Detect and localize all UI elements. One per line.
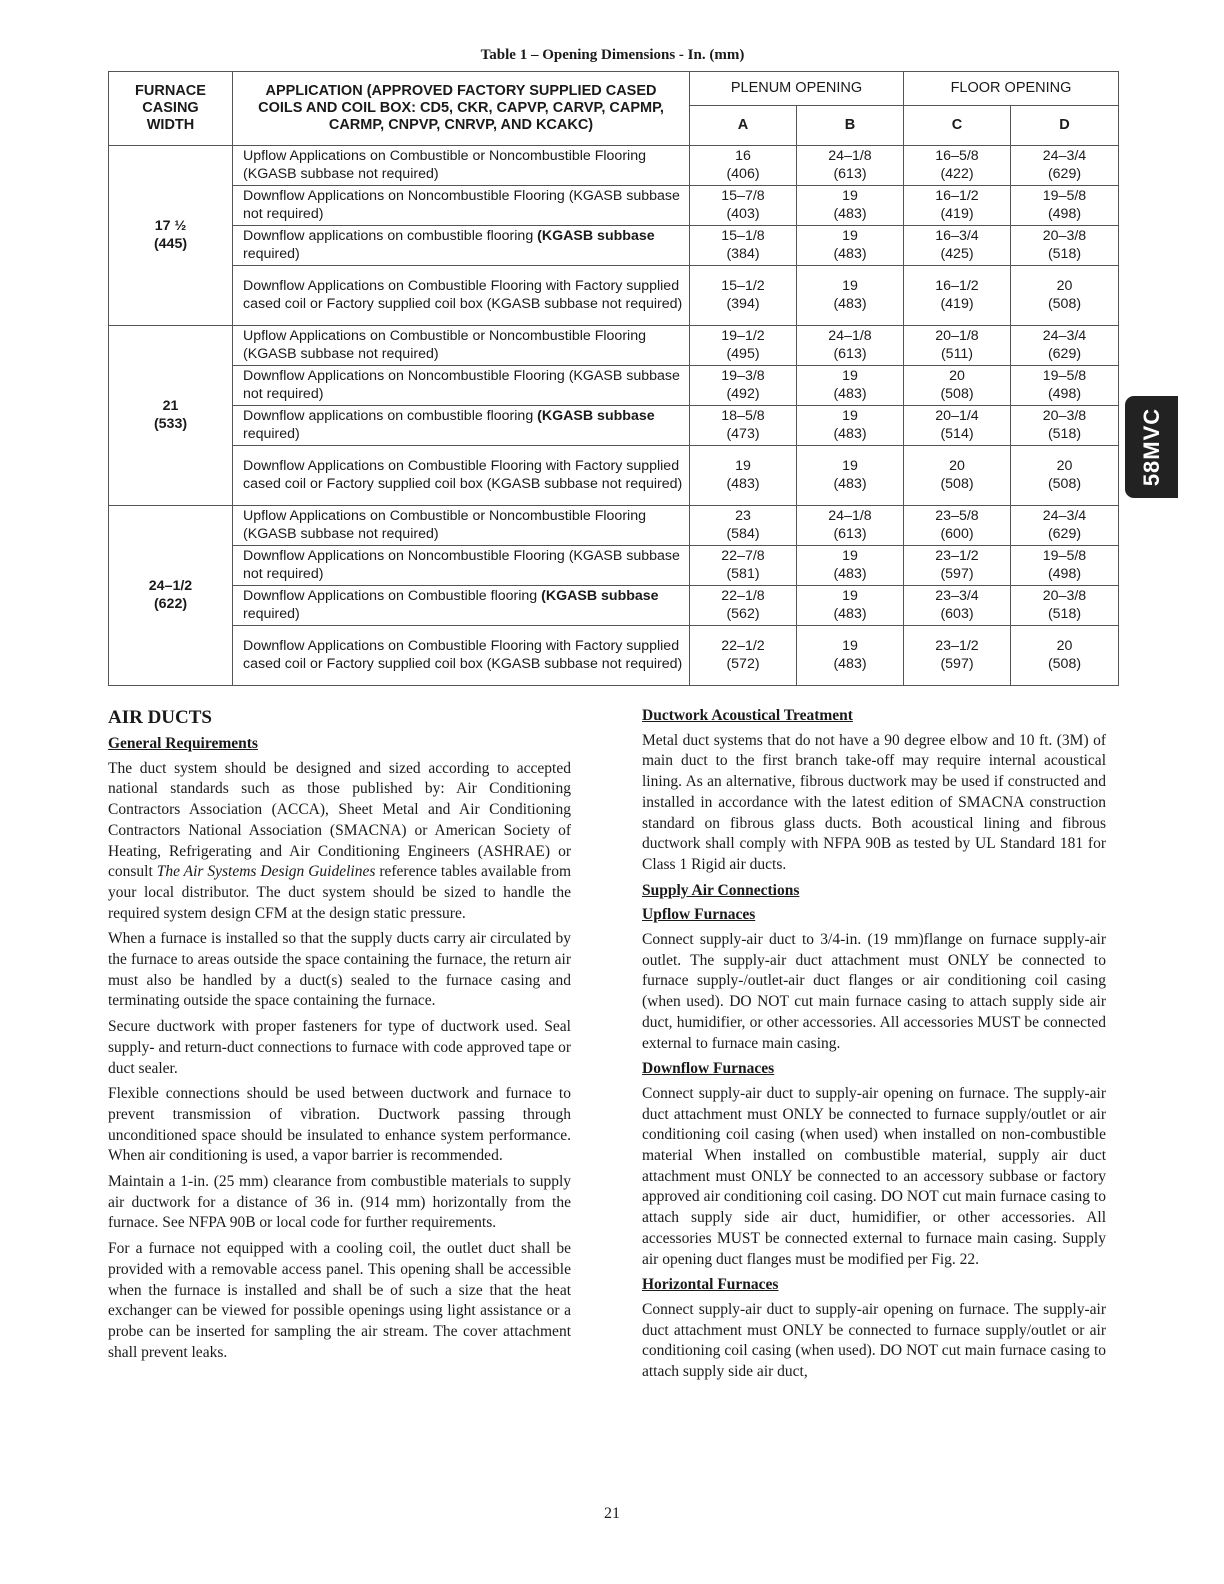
header-a: A [690,106,797,146]
subheading-general-requirements: General Requirements [108,735,258,752]
application-cell: Downflow applications on combustible flooring (KGASB subbase required) [233,406,690,446]
dimension-a-cell: 18–5/8 (473) [690,406,797,446]
dimension-a-cell: 15–1/2 (394) [690,266,797,326]
subheading-downflow-furnaces: Downflow Furnaces [642,1060,775,1078]
dimension-a-cell: 19–3/8 (492) [690,366,797,406]
header-b: B [797,106,904,146]
paragraph: The duct system should be designed and sized according to accepted national standards such as those published by: Air Conditioning Contractors Association (ACCA), Sheet Metal and Air Conditioning Contractors National Association (SMACNA) or American Society of Heating, Refrigerating and Air Conditioning Engineers (ASHRAE) or consult The Air Systems Design Guidelines reference tables available from your local distributor. The duct system should be sized to handle the required system design CFM at the design static pressure. [108,759,571,922]
application-cell: Downflow Applications on Noncombustible Flooring (KGASB subbase not required) [233,186,690,226]
application-cell: Upflow Applications on Combustible or Noncombustible Flooring (KGASB subbase not required) [233,146,690,186]
right-column [642,706,1106,1388]
left-column [108,706,571,1368]
table-row [109,546,1119,586]
table-row [109,326,1119,366]
dimension-b-cell: 19 (483) [797,266,904,326]
header-floor-opening: FLOOR OPENING [904,72,1119,106]
dimension-a-cell: 22–7/8 (581) [690,546,797,586]
header-application: APPLICATION (APPROVED FACTORY SUPPLIED CASED COILS AND COIL BOX: CD5, CKR, CAPVP, CARVP, CAPMP, CARMP, CNPVP, CNRVP, AND KCAKC) [233,72,690,146]
opening-dimensions-table [108,71,1119,686]
paragraph: Flexible connections should be used between ductwork and furnace to prevent transmission of vibration. Ductwork passing through unconditioned space should be insulated to enhance system performance. When air conditioning is used, a vapor barrier is recommended. [108,1085,571,1165]
table-row [109,186,1119,226]
dimension-d-cell: 24–3/4 (629) [1011,146,1119,186]
dimension-a-cell: 19 (483) [690,446,797,506]
dimension-b-cell: 19 (483) [797,226,904,266]
dimension-c-cell: 16–1/2 (419) [904,186,1011,226]
application-cell: Upflow Applications on Combustible or Noncombustible Flooring (KGASB subbase not required) [233,326,690,366]
dimension-d-cell: 20 (508) [1011,626,1119,686]
dimension-b-cell: 24–1/8 (613) [797,326,904,366]
dimension-d-cell: 20–3/8 (518) [1011,406,1119,446]
application-cell: Downflow Applications on Combustible Flooring with Factory supplied cased coil or Factory supplied coil box (KGASB subbase not required) [233,266,690,326]
page-number: 21 [604,1505,620,1522]
paragraph: Connect supply-air duct to supply-air opening on furnace. The supply-air duct attachment must ONLY be connected to furnace supply/outlet or air conditioning coil casing (when used) when installed on non-combustible material When installed on combustible material, supply air duct attachment must ONLY be connected to an accessory subbase or factory approved air conditioning coil casing. DO NOT cut main furnace casing to attach supply side air duct, humidifier, or other accessories. All accessories MUST be connected external to furnace main casing. Supply air opening duct flanges must be modified per Fig. 22. [642,1084,1106,1268]
section-heading-air-ducts: AIR DUCTS [108,707,212,728]
dimension-d-cell: 19–5/8 (498) [1011,546,1119,586]
dimension-b-cell: 19 (483) [797,626,904,686]
dimension-d-cell: 20–3/8 (518) [1011,586,1119,626]
dimension-c-cell: 23–1/2 (597) [904,546,1011,586]
table-row [109,266,1119,326]
side-tab-label: 58MVC [1138,407,1164,487]
header-plenum-opening: PLENUM OPENING [690,72,904,106]
dimension-b-cell: 19 (483) [797,406,904,446]
table-row [109,586,1119,626]
dimension-a-cell: 15–1/8 (384) [690,226,797,266]
table-row [109,446,1119,506]
subheading-horizontal-furnaces: Horizontal Furnaces [642,1276,779,1294]
paragraph: When a furnace is installed so that the supply ducts carry air circulated by the furnace to areas outside the space containing the furnace, the return air must also be handled by a duct(s) sealed to the furnace casing and terminating outside the space containing the furnace. [108,930,571,1010]
subheading-acoustical-treatment: Ductwork Acoustical Treatment [642,707,853,724]
application-cell: Downflow Applications on Noncombustible Flooring (KGASB subbase not required) [233,546,690,586]
table-title: Table 1 – Opening Dimensions - In. (mm) [480,47,745,63]
dimension-c-cell: 16–5/8 (422) [904,146,1011,186]
table-row [109,366,1119,406]
dimension-a-cell: 15–7/8 (403) [690,186,797,226]
paragraph: Maintain a 1-in. (25 mm) clearance from combustible materials to supply air ductwork for a distance of 36 in. (914 mm) horizontally from the furnace. See NFPA 90B or local code for further requirements. [108,1173,571,1232]
dimension-b-cell: 19 (483) [797,366,904,406]
dimension-d-cell: 20–3/8 (518) [1011,226,1119,266]
header-d: D [1011,106,1119,146]
table-row [109,506,1119,546]
dimension-b-cell: 19 (483) [797,546,904,586]
casing-width-cell: 17 ½ (445) [109,146,233,326]
casing-width-cell: 24–1/2 (622) [109,506,233,686]
dimension-c-cell: 20 (508) [904,366,1011,406]
table-row [109,406,1119,446]
dimension-a-cell: 22–1/8 (562) [690,586,797,626]
header-c: C [904,106,1011,146]
dimension-b-cell: 24–1/8 (613) [797,506,904,546]
paragraph: Connect supply-air duct to 3/4-in. (19 mm)flange on furnace supply-air outlet. The supply-air duct attachment must ONLY be connected to furnace supply-/outlet-air duct flanges or air conditioning coil casing (when used). DO NOT cut main furnace casing to attach supply side air duct, humidifier, or other accessories. All accessories MUST be connected external to furnace main casing. [642,931,1106,1052]
dimension-c-cell: 20–1/8 (511) [904,326,1011,366]
dimension-d-cell: 20 (508) [1011,266,1119,326]
application-cell: Downflow Applications on Combustible Flooring with Factory supplied cased coil or Factory supplied coil box (KGASB subbase not required) [233,446,690,506]
dimension-b-cell: 19 (483) [797,586,904,626]
dimension-b-cell: 19 (483) [797,446,904,506]
dimension-c-cell: 20 (508) [904,446,1011,506]
dimension-d-cell: 19–5/8 (498) [1011,186,1119,226]
table-row [109,626,1119,686]
header-casing-width: FURNACE CASING WIDTH [109,72,233,146]
section-side-tab [1125,396,1178,498]
dimension-d-cell: 20 (508) [1011,446,1119,506]
application-cell: Downflow Applications on Noncombustible Flooring (KGASB subbase not required) [233,366,690,406]
casing-width-cell: 21 (533) [109,326,233,506]
subheading-upflow-furnaces: Upflow Furnaces [642,906,756,924]
dimension-b-cell: 24–1/8 (613) [797,146,904,186]
dimension-c-cell: 20–1/4 (514) [904,406,1011,446]
application-cell: Downflow applications on combustible flooring (KGASB subbase required) [233,226,690,266]
dimension-a-cell: 19–1/2 (495) [690,326,797,366]
paragraph: For a furnace not equipped with a cooling coil, the outlet duct shall be provided with a removable access panel. This opening shall be accessible when the furnace is installed and shall be of such a size that the heat exchanger can be viewed for possible openings using light assistance or a probe can be inserted for sampling the air stream. The cover attachment shall prevent leaks. [108,1240,571,1361]
dimension-c-cell: 16–3/4 (425) [904,226,1011,266]
dimension-c-cell: 16–1/2 (419) [904,266,1011,326]
dimension-d-cell: 24–3/4 (629) [1011,326,1119,366]
dimension-c-cell: 23–3/4 (603) [904,586,1011,626]
dimension-d-cell: 19–5/8 (498) [1011,366,1119,406]
paragraph: Connect supply-air duct to supply-air opening on furnace. The supply-air duct attachment must ONLY be connected to furnace supply/outlet or air conditioning coil casing (when used). DO NOT cut main furnace casing to attach supply side air duct, [642,1300,1106,1381]
dimension-c-cell: 23–1/2 (597) [904,626,1011,686]
paragraph: Metal duct systems that do not have a 90 degree elbow and 10 ft. (3M) of main duct to the first branch take-off may require internal acoustical lining. As an alternative, fibrous ductwork may be used if constructed and installed in accordance with the latest edition of SMACNA construction standard on fibrous glass ducts. Both acoustical lining and fibrous ductwork shall comply with NFPA 90B as tested by UL Standard 181 for Class 1 Rigid air ducts. [642,731,1106,873]
subheading-supply-air-connections: Supply Air Connections [642,881,800,899]
dimension-a-cell: 22–1/2 (572) [690,626,797,686]
dimension-d-cell: 24–3/4 (629) [1011,506,1119,546]
table-row [109,226,1119,266]
application-cell: Downflow Applications on Combustible Flooring with Factory supplied cased coil or Factory supplied coil box (KGASB subbase not required) [233,626,690,686]
paragraph: Secure ductwork with proper fasteners for type of ductwork used. Seal supply- and return-duct connections to furnace with code approved tape or duct sealer. [108,1018,571,1077]
dimension-c-cell: 23–5/8 (600) [904,506,1011,546]
application-cell: Downflow Applications on Combustible flooring (KGASB subbase required) [233,586,690,626]
dimension-b-cell: 19 (483) [797,186,904,226]
application-cell: Upflow Applications on Combustible or Noncombustible Flooring (KGASB subbase not required) [233,506,690,546]
publication-title: The Air Systems Design Guidelines [156,863,376,881]
dimension-a-cell: 23 (584) [690,506,797,546]
dimension-a-cell: 16 (406) [690,146,797,186]
table-row [109,146,1119,186]
